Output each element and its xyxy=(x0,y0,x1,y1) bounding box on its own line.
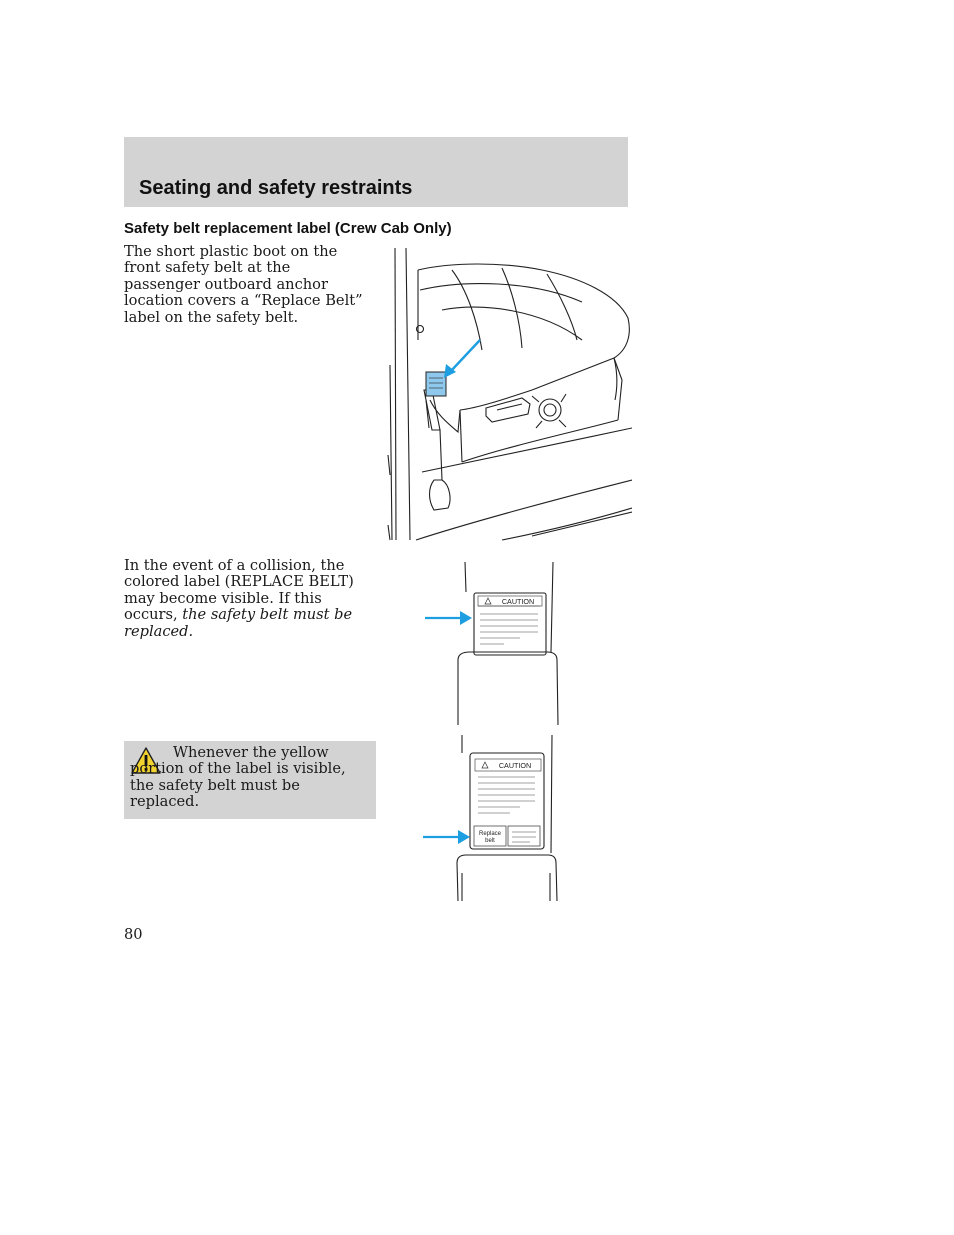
seat-belt-illustration xyxy=(382,240,632,545)
section-title: Seating and safety restraints xyxy=(139,177,413,199)
belt-text: belt xyxy=(485,838,495,844)
replace-belt-label-illustration xyxy=(420,733,560,901)
paragraph-collision xyxy=(124,558,369,640)
paragraph-boot-description: The short plastic boot on the front safety belt at the passenger outboard anchor location covers a “Replace Belt” label on the safety belt. xyxy=(124,243,363,326)
replace-text: Replace xyxy=(478,831,502,837)
label-caution-text: CAUTION xyxy=(498,761,532,770)
boot-caution-text: CAUTION xyxy=(501,597,535,606)
subheading: Safety belt replacement label (Crew Cab Only) xyxy=(124,220,452,237)
warning-text xyxy=(130,745,368,811)
paragraph-collision-italic: the safety belt must be replaced. xyxy=(124,606,353,640)
caution-label-illustration xyxy=(420,560,565,725)
page-number: 80 xyxy=(124,926,143,943)
paragraph-collision-text: In the event of a collision, the colored label (REPLACE BELT) may become visible. If this occurs, xyxy=(124,557,354,624)
warning-message: Whenever the yellow portion of the label is visible, the safety belt must be replaced. xyxy=(130,744,346,811)
warning-callout xyxy=(124,741,376,819)
